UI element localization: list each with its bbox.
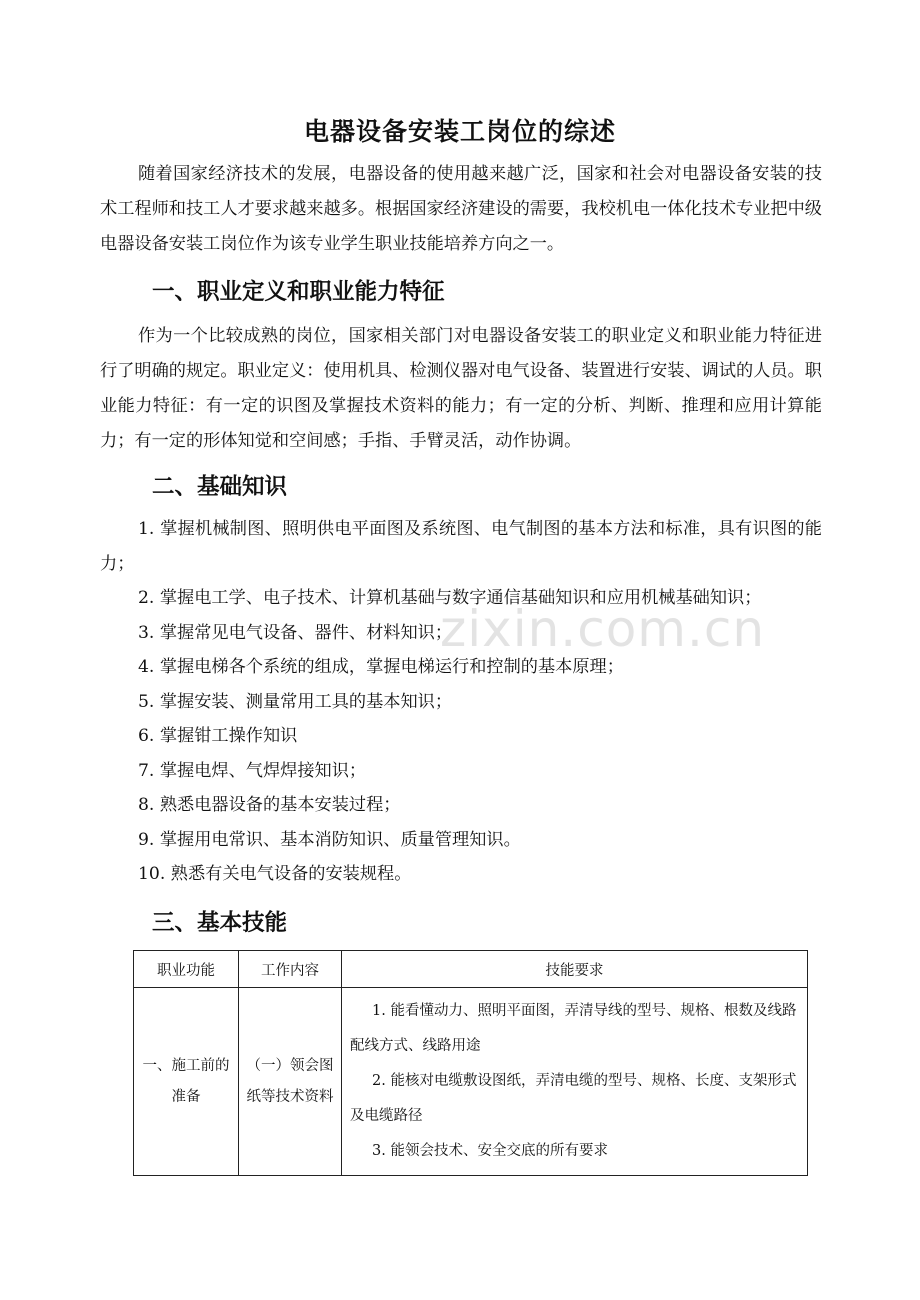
requirement-item: 1. 能看懂动力、照明平面图，弄清导线的型号、规格、根数及线路配线方式、线路用途 bbox=[350, 1003, 797, 1054]
list-item: 8. 熟悉电器设备的基本安装过程； bbox=[138, 795, 401, 815]
list-item: 7. 掌握电焊、气焊焊接知识； bbox=[138, 760, 367, 781]
cell-requirements bbox=[342, 988, 808, 1176]
section-3-heading: 三、基本技能 bbox=[152, 910, 288, 936]
header-content: 工作内容 bbox=[239, 951, 342, 988]
list-item: 1. 掌握机械制图、照明供电平面图及系统图、电气制图的基本方法和标准，具有识图的能力； bbox=[100, 519, 822, 574]
header-requirements: 技能要求 bbox=[342, 951, 808, 988]
list-item: 6. 掌握钳工操作知识 bbox=[138, 726, 298, 746]
section-1-body: 作为一个比较成熟的岗位，国家相关部门对电器设备安装工的职业定义和职业能力特征进行了明确的规定。职业定义：使用机具、检测仪器对电气设备、装置进行安装、调试的人员。职业能力特征：有一定的识图及掌握技术资料的能力；有一定的分析、判断、推理和应用计算能力；有一定的形体知觉和空间感；手指、手臂灵活，动作协调。 bbox=[100, 326, 822, 451]
document-title: 电器设备安装工岗位的综述 bbox=[303, 117, 616, 146]
skills-table bbox=[133, 950, 808, 1176]
knowledge-list bbox=[100, 512, 822, 892]
watermark: zixin.com.cn bbox=[440, 600, 766, 658]
list-item: 2. 掌握电工学、电子技术、计算机基础与数字通信基础知识和应用机械基础知识； bbox=[138, 588, 762, 608]
section-2-heading: 二、基础知识 bbox=[152, 474, 288, 500]
cell-function: 一、施工前的准备 bbox=[134, 988, 239, 1176]
intro-paragraph: 随着国家经济技术的发展，电器设备的使用越来越广泛，国家和社会对电器设备安装的技术工程师和技工人才要求越来越多。根据国家经济建设的需要，我校机电一体化技术专业把中级电器设备安装工岗位作为该专业学生职业技能培养方向之一。 bbox=[100, 164, 822, 254]
table-row bbox=[134, 988, 808, 1176]
list-item: 9. 掌握用电常识、基本消防知识、质量管理知识。 bbox=[138, 829, 521, 850]
header-function: 职业功能 bbox=[134, 951, 239, 988]
cell-content: （一）领会图纸等技术资料 bbox=[239, 988, 342, 1176]
section-1-heading: 一、职业定义和职业能力特征 bbox=[152, 279, 445, 305]
list-item: 5. 掌握安装、测量常用工具的基本知识； bbox=[138, 691, 453, 712]
list-item: 3. 掌握常见电气设备、器件、材料知识； bbox=[138, 622, 453, 643]
list-item: 4. 掌握电梯各个系统的组成，掌握电梯运行和控制的基本原理； bbox=[138, 657, 624, 677]
list-item: 10. 熟悉有关电气设备的安装规程。 bbox=[138, 864, 412, 884]
requirement-item: 3. 能领会技术、安全交底的所有要求 bbox=[372, 1143, 608, 1159]
requirement-item: 2. 能核对电缆敷设图纸，弄清电缆的型号、规格、长度、支架形式及电缆路径 bbox=[350, 1073, 797, 1124]
table-header-row bbox=[134, 951, 808, 988]
